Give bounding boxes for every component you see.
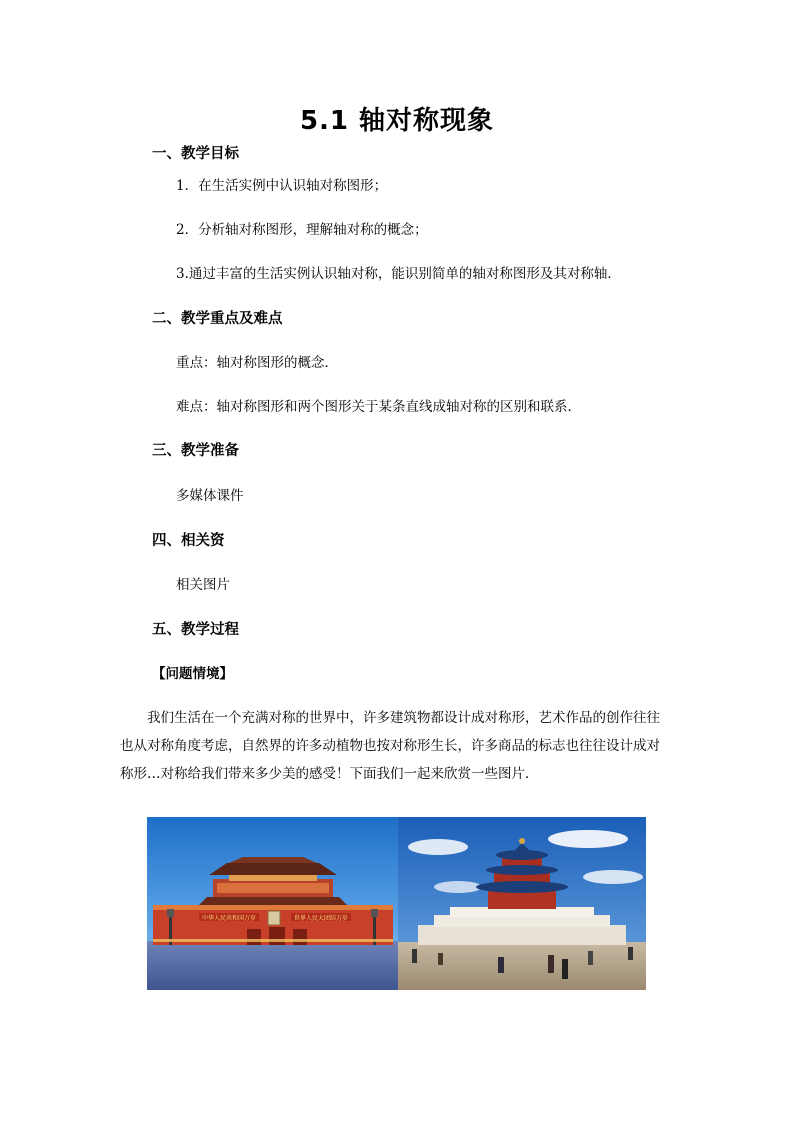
paragraph-line-2: 也从对称角度考虑，自然界的许多动植物也按对称形生长，许多商品的标志也往往设计成对	[120, 738, 660, 754]
section-heading-resources: 四、相关资	[152, 533, 225, 549]
preparation-item: 多媒体课件	[176, 488, 244, 504]
banner-left-text: 中华人民共和国万岁	[201, 915, 257, 922]
section-heading-key-points: 二、教学重点及难点	[152, 311, 283, 327]
key-point-item: 重点：轴对称图形的概念．	[176, 355, 338, 371]
paragraph-line-3: 称形…对称给我们带来多少美的感受！下面我们一起来欣赏一些图片．	[120, 766, 539, 782]
objective-item-1: 1．在生活实例中认识轴对称图形；	[176, 178, 388, 194]
section-heading-preparation: 三、教学准备	[152, 443, 239, 459]
intro-paragraph	[120, 704, 676, 788]
tiananmen-photo	[147, 817, 398, 990]
paragraph-line-1: 我们生活在一个充满对称的世界中，许多建筑物都设计成对称形，艺术作品的创作往往	[147, 710, 660, 726]
banner-right-text: 世界人民大团结万岁	[293, 915, 349, 922]
objective-item-2: 2．分析轴对称图形，理解轴对称的概念；	[176, 222, 428, 238]
scenario-label: 【问题情境】	[152, 666, 233, 682]
resources-item: 相关图片	[176, 577, 230, 593]
difficulty-item: 难点：轴对称图形和两个图形关于某条直线成轴对称的区别和联系．	[176, 399, 581, 415]
section-heading-objectives: 一、教学目标	[152, 146, 239, 162]
document-title: 5.1 轴对称现象	[299, 106, 495, 136]
photo-strip	[147, 817, 646, 990]
section-heading-process: 五、教学过程	[152, 622, 239, 638]
temple-of-heaven-photo	[398, 817, 646, 990]
objective-item-3: 3.通过丰富的生活实例认识轴对称，能识别简单的轴对称图形及其对称轴．	[176, 266, 621, 282]
